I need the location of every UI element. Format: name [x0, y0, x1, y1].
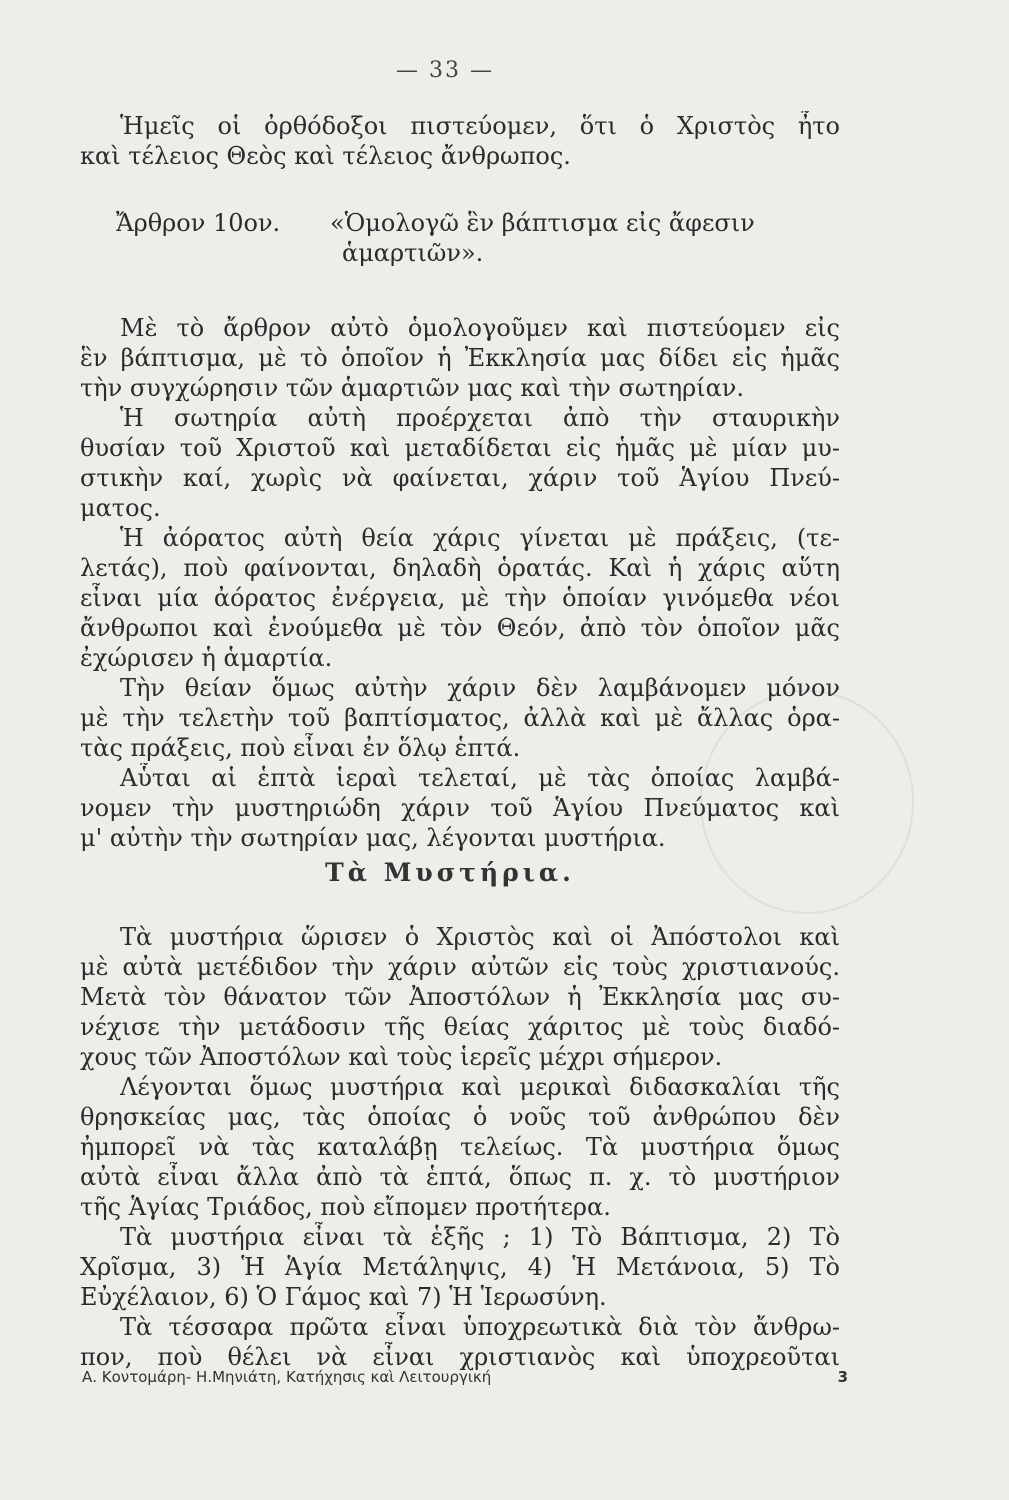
- body-section: [80, 313, 840, 853]
- text-line: ἄνθρωποι καὶ ἑνούμεθα μὲ τὸν Θεόν, ἀπὸ τὸν ὁποῖον μᾶς: [80, 614, 840, 642]
- text-line: Εὐχέλαιον, 6) Ὁ Γάμος καὶ 7) Ἡ Ἱερωσύνη.: [80, 1283, 607, 1311]
- text-line: θρησκείας μας, τὰς ὁποίας ὁ νοῦς τοῦ ἀνθρώπου δὲν: [80, 1103, 840, 1131]
- text-line: τῆς Ἁγίας Τριάδος, ποὺ εἴπομεν προτήτερα.: [80, 1193, 611, 1221]
- article-title-cont: ἁμαρτιῶν».: [342, 239, 484, 267]
- text-line: Αὗται αἱ ἑπτὰ ἱεραὶ τελεταί, μὲ τὰς ὁποίας λαμβά-: [120, 764, 840, 792]
- text-line: Ἡ ἀόρατος αὐτὴ θεία χάρις γίνεται μὲ πράξεις, (τε-: [120, 524, 840, 552]
- article-title: «Ὁμολογῶ ἓν βάπτισμα εἰς ἄφεσιν: [330, 209, 755, 237]
- text-line: τὰς πράξεις, ποὺ εἶναι ἐν ὅλῳ ἑπτά.: [80, 734, 521, 762]
- text-line: εἶναι μία ἀόρατος ἐνέργεια, μὲ τὴν ὁποίαν γινόμεθα νέοι: [80, 584, 840, 612]
- text-line: ἓν βάπτισμα, μὲ τὸ ὁποῖον ἡ Ἐκκλησία μας δίδει εἰς ἡμᾶς: [80, 344, 840, 372]
- text-line: μὲ αὐτὰ μετέδιδον τὴν χάριν αὐτῶν εἰς τοὺς χριστιανούς.: [80, 953, 840, 981]
- text-line: Ἡμεῖς οἱ ὀρθόδοξοι πιστεύομεν, ὅτι ὁ Χριστὸς ἦτο: [120, 112, 840, 140]
- text-line: Μὲ τὸ ἄρθρον αὐτὸ ὁμολογοῦμεν καὶ πιστεύομεν εἰς: [120, 314, 840, 342]
- text-line: Τὰ τέσσαρα πρῶτα εἶναι ὑποχρεωτικὰ διὰ τὸν ἄνθρω-: [120, 1313, 840, 1341]
- text-line: χους τῶν Ἀποστόλων καὶ τοὺς ἱερεῖς μέχρι σήμερον.: [80, 1043, 723, 1071]
- text-line: αὐτὰ εἶναι ἄλλα ἀπὸ τὰ ἑπτά, ὅπως π. χ. τὸ μυστήριον: [80, 1163, 840, 1191]
- text-line: μ' αὐτὴν τὴν σωτηρίαν μας, λέγονται μυστήρια.: [80, 824, 666, 852]
- text-line: Τὰ μυστήρια εἶναι τὰ ἑξῆς ; 1) Τὸ Βάπτισμα, 2) Τὸ: [120, 1223, 840, 1251]
- text-line: ματος.: [80, 494, 161, 522]
- text-line: ἠμπορεῖ νὰ τὰς καταλάβῃ τελείως. Τὰ μυστήρια ὅμως: [80, 1133, 840, 1161]
- text-line: Τὴν θείαν ὅμως αὐτὴν χάριν δὲν λαμβάνομεν μόνον: [120, 674, 840, 702]
- body-section-2: [80, 922, 840, 1372]
- article-label: Ἄρθρον 10ον.: [116, 209, 281, 237]
- text-line: μὲ τὴν τελετὴν τοῦ βαπτίσματος, ἀλλὰ καὶ μὲ ἄλλας ὁρα-: [80, 704, 840, 732]
- text-line: Ἡ σωτηρία αὐτὴ προέρχεται ἀπὸ τὴν σταυρικὴν: [120, 404, 840, 432]
- text-line: νομεν τὴν μυστηριώδη χάριν τοῦ Ἁγίου Πνεύματος καὶ: [80, 794, 840, 822]
- text-line: καὶ τέλειος Θεὸς καὶ τέλειος ἄνθρωπος.: [80, 142, 571, 170]
- footer-sheet-number: 3: [837, 1368, 848, 1386]
- text-line: Τὰ μυστήρια ὥρισεν ὁ Χριστὸς καὶ οἱ Ἀπόστολοι καὶ: [120, 923, 840, 951]
- intro-paragraph: [80, 111, 840, 171]
- text-line: νέχισε τὴν μετάδοσιν τῆς θείας χάριτος μὲ τοὺς διαδό-: [80, 1013, 840, 1041]
- page-footer: [82, 1368, 848, 1386]
- text-line: ἐχώρισεν ἡ ἁμαρτία.: [80, 644, 333, 672]
- text-line: θυσίαν τοῦ Χριστοῦ καὶ μεταδίδεται εἰς ἡμᾶς μὲ μίαν μυ-: [80, 434, 840, 462]
- text-line: τὴν συγχώρησιν τῶν ἁμαρτιῶν μας καὶ τὴν σωτηρίαν.: [80, 374, 745, 402]
- text-line: λετάς), ποὺ φαίνονται, δηλαδὴ ὁρατάς. Καὶ ἡ χάρις αὕτη: [80, 554, 840, 582]
- text-line: στικὴν καί, χωρὶς νὰ φαίνεται, χάριν τοῦ Ἁγίου Πνεύ-: [80, 464, 840, 492]
- text-line: Χρῖσμα, 3) Ἡ Ἁγία Μετάληψις, 4) Ἡ Μετάνοια, 5) Τὸ: [80, 1253, 840, 1281]
- text-line: πον, ποὺ θέλει νὰ εἶναι χριστιανὸς καὶ ὑποχρεοῦται: [80, 1343, 840, 1371]
- text-line: Μετὰ τὸν θάνατον τῶν Ἀποστόλων ἡ Ἐκκλησία μας συ-: [80, 983, 840, 1011]
- footer-signature-text: Α. Κοντομάρη- Η.Μηνιάτη, Κατήχησις καὶ Λειτουργική: [82, 1368, 492, 1386]
- page-number: — 33 —: [396, 58, 494, 83]
- text-line: Λέγονται ὅμως μυστήρια καὶ μερικαὶ διδασκαλίαι τῆς: [120, 1073, 840, 1101]
- section-heading: Τὰ Μυστήρια.: [325, 858, 575, 887]
- article-heading: [80, 208, 840, 270]
